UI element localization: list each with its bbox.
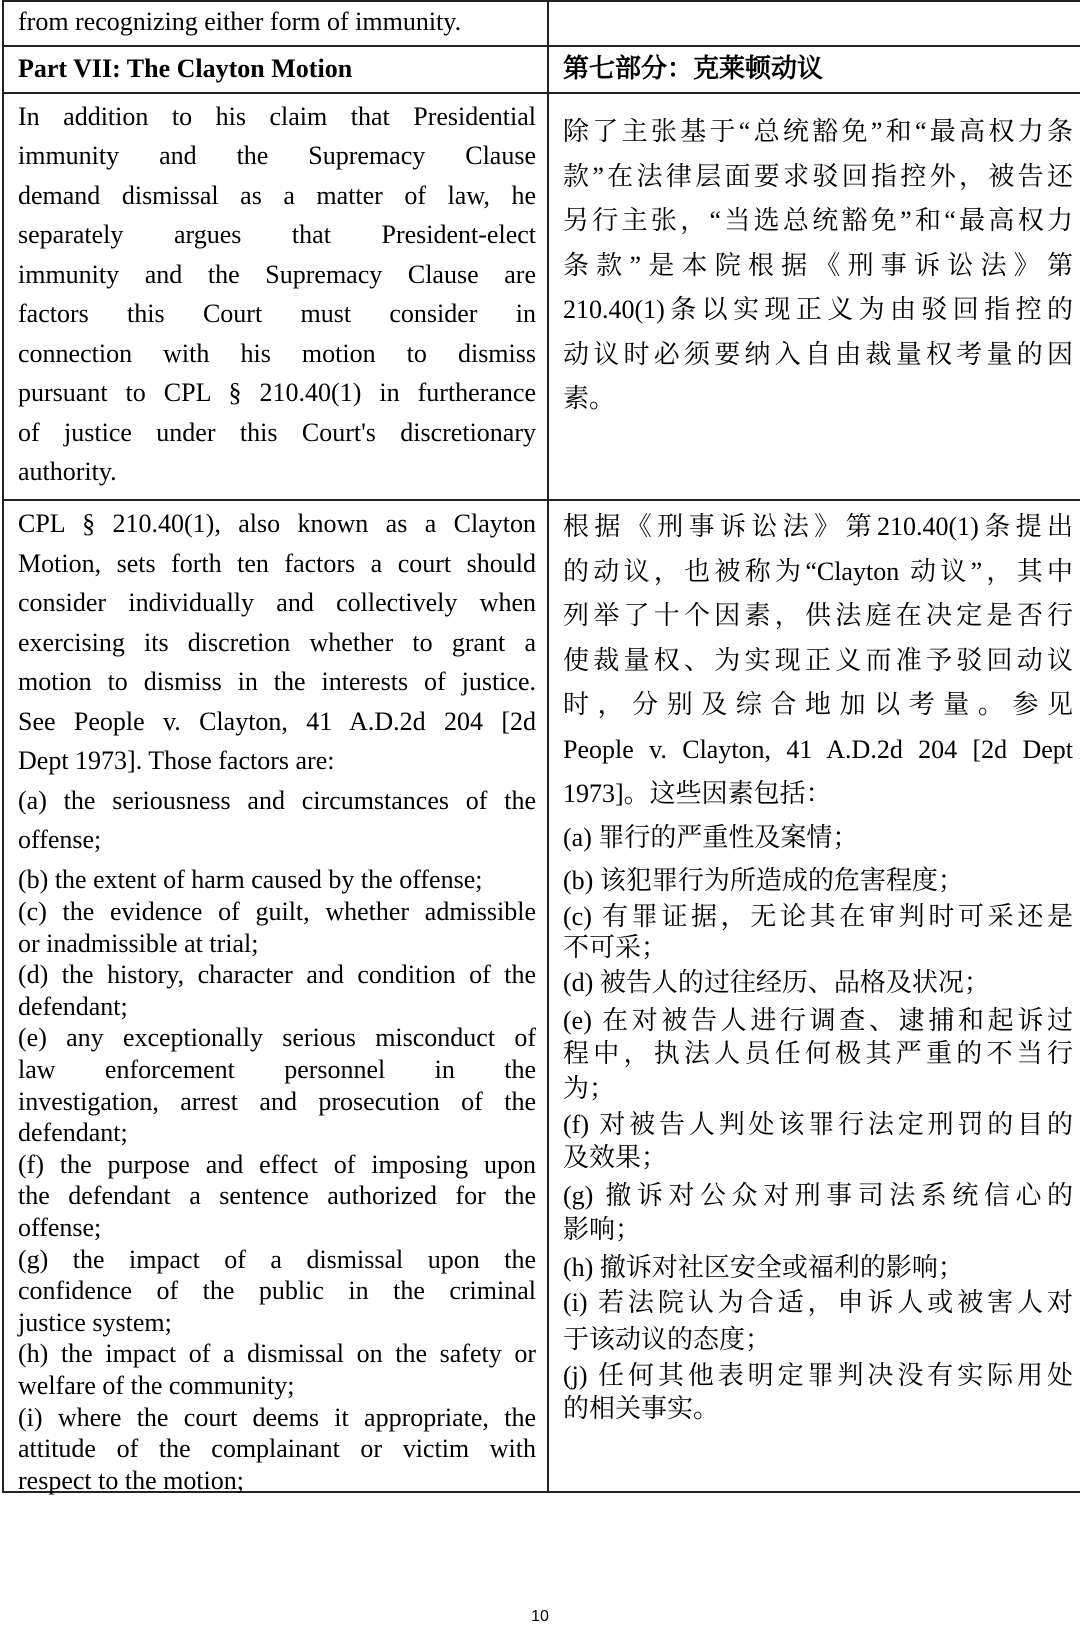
row-intro-paragraph-english-cell [3,93,548,500]
cell-content [549,501,1080,1491]
english-text-line: or inadmissible at trial; [18,929,259,958]
chinese-text-line: (a) 罪行的严重性及案情； [563,823,859,852]
english-text-line: confidence of the public in the criminal [18,1276,536,1305]
row-section-heading [3,46,1080,93]
english-text-line: Motion, sets forth ten factors a court should [18,549,536,578]
chinese-text-line: People v. Clayton, 41 A.D.2d 204 [2d Dept [563,735,1073,764]
cell-content [4,2,547,45]
english-text-line: justice system; [18,1308,172,1337]
chinese-text-line: 的动议，也被称为“Clayton 动议”，其中 [563,557,1073,586]
chinese-text-line: (h) 撤诉对社区安全或福利的影响； [563,1253,964,1282]
chinese-text-line: 素。 [563,384,616,413]
english-text-line: immunity and the Supremacy Clause [18,141,536,170]
english-text-line: pursuant to CPL § 210.40(1) in furtherance [18,378,536,407]
english-text-line: immunity and the Supremacy Clause are [18,260,536,289]
chinese-text-line: (d) 被告人的过往经历、品格及状况； [563,968,990,997]
english-text-line: In addition to his claim that Presidential [18,102,536,131]
chinese-text-line: 条款”是本院根据《刑事诉讼法》第 [563,251,1073,280]
chinese-text-line: 时，分别及综合地加以考量。参见 [563,690,1073,719]
english-text-line: motion to dismiss in the interests of justice. [18,667,536,696]
english-text-line: demand dismissal as a matter of law, he [18,181,536,210]
chinese-text-line: 动议时必须要纳入自由裁量权考量的因 [563,340,1073,369]
chinese-text-line: 使裁量权、为实现正义而准予驳回动议 [563,646,1073,675]
english-text-line: (e) any exceptionally serious misconduct of [18,1023,536,1052]
chinese-text-line: 于该动议的态度； [563,1325,772,1354]
bilingual-table [2,0,1080,1493]
english-text-line: offense; [18,825,102,854]
english-text-line: (f) the purpose and effect of imposing upon [18,1150,536,1179]
row-clayton-factors-english-cell [3,500,548,1495]
chinese-text-line: 为； [563,1074,616,1103]
english-text-line: (b) the extent of harm caused by the offense; [18,865,483,894]
chinese-text-line: (f) 对被告人判处该罪行法定刑罚的目的 [563,1110,1073,1139]
cell-content [4,94,547,499]
english-text-line: (h) the impact of a dismissal on the safety or [18,1339,536,1368]
chinese-text-line: 1973]。这些因素包括： [563,779,832,808]
english-text-line: (g) the impact of a dismissal upon the [18,1245,536,1274]
chinese-text-line: 第七部分：克莱顿动议 [563,54,824,83]
english-text-line: of justice under this Court's discretionary [18,418,536,447]
english-text-line: See People v. Clayton, 41 A.D.2d 204 [2d [18,707,536,736]
chinese-text-line: 的相关事实。 [563,1394,720,1423]
chinese-text-line: 列举了十个因素，供法庭在决定是否行 [563,601,1073,630]
english-text-line: exercising its discretion whether to grant a [18,628,536,657]
row-continuation [3,1,1080,46]
chinese-text-line: 除了主张基于“总统豁免”和“最高权力条 [563,117,1073,146]
english-text-line: defendant; [18,992,128,1021]
cell-content [549,94,1080,499]
row-clayton-factors [3,500,1080,1492]
english-text-line: CPL § 210.40(1), also known as a Clayton [18,509,536,538]
english-text-line: law enforcement personnel in the [18,1055,536,1084]
english-text-line: attitude of the complainant or victim with [18,1434,536,1463]
english-text-line: (i) where the court deems it appropriate, the [18,1403,536,1432]
cell-content [549,47,1080,92]
chinese-text-line: 程中，执法人员任何极其严重的不当行 [563,1039,1073,1068]
chinese-text-line: 影响； [563,1215,642,1244]
english-text-line: the defendant a sentence authorized for the [18,1181,536,1210]
chinese-text-line: (c) 有罪证据，无论其在审判时可采还是 [563,902,1073,931]
english-text-line: factors this Court must consider in [18,299,536,328]
row-intro-paragraph-chinese-cell [548,93,1080,500]
chinese-text-line: (b) 该犯罪行为所造成的危害程度； [563,866,964,895]
english-text-line: respect to the motion; [18,1466,245,1495]
row-section-heading-english-cell [3,46,548,93]
chinese-text-line: (j) 任何其他表明定罪判决没有实际用处 [563,1361,1073,1390]
chinese-text-line: 210.40(1)条以实现正义为由驳回指控的 [563,295,1073,324]
chinese-text-line: 根据《刑事诉讼法》第210.40(1)条提出 [563,512,1073,541]
english-text-line: (d) the history, character and condition of the [18,960,536,989]
english-text-line: investigation, arrest and prosecution of the [18,1087,536,1116]
chinese-text-line: (e) 在对被告人进行调查、逮捕和起诉过 [563,1006,1073,1035]
english-text-line: connection with his motion to dismiss [18,339,536,368]
english-text-line: separately argues that President-elect [18,220,536,249]
english-text-line: (a) the seriousness and circumstances of the [18,786,536,815]
english-text-line: offense; [18,1213,102,1242]
cell-content [4,501,547,1495]
english-text-line: (c) the evidence of guilt, whether admissible [18,897,536,926]
page-number: 10 [531,1608,549,1625]
row-clayton-factors-chinese-cell [548,500,1080,1492]
english-text-line: defendant; [18,1118,128,1147]
chinese-text-line: 另行主张，“当选总统豁免”和“最高权力 [563,206,1073,235]
chinese-text-line: 不可采； [563,933,668,962]
chinese-text-line: (g) 撤诉对公众对刑事司法系统信心的 [563,1181,1073,1210]
row-continuation-chinese-cell [548,1,1080,46]
chinese-text-line: 款”在法律层面要求驳回指控外，被告还 [563,162,1073,191]
english-text-line: Dept 1973]. Those factors are: [18,746,335,775]
chinese-text-line: 及效果； [563,1143,668,1172]
english-text-line: welfare of the community; [18,1371,295,1400]
row-section-heading-chinese-cell [548,46,1080,93]
row-intro-paragraph [3,93,1080,500]
cell-content [4,47,547,92]
row-continuation-english-cell [3,1,548,46]
english-text-line: from recognizing either form of immunity. [18,7,462,36]
chinese-text-line: (i) 若法院认为合适，申诉人或被害人对 [563,1288,1073,1317]
english-text-line: consider individually and collectively when [18,588,536,617]
english-text-line: Part VII: The Clayton Motion [18,54,353,83]
english-text-line: authority. [18,457,117,486]
cell-content [549,2,1080,45]
